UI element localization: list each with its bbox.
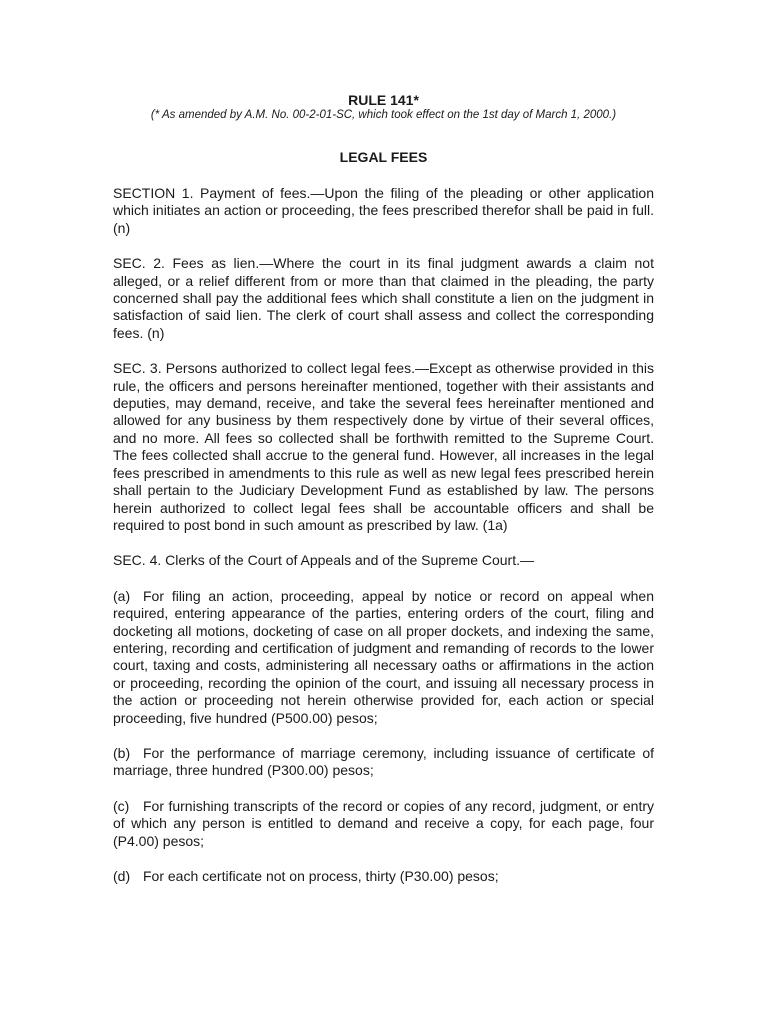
section-2-paragraph: SEC. 2. Fees as lien.—Where the court in its final judgment awards a claim not alleged, or a relief different from or more than that claimed in the pleading, the party concerned shall pay the additional fees which shall constitute a lien on the judgment in satisfaction of said lien. The clerk of court shall assess and collect the corresponding fees. (n) — [113, 255, 654, 341]
item-c-paragraph — [113, 798, 654, 850]
section-heading: LEGAL FEES — [339, 149, 428, 165]
section-4-paragraph: SEC. 4. Clerks of the Court of Appeals and of the Supreme Court.— — [113, 552, 534, 569]
item-d-text: For each certificate not on process, thirty (P30.00) pesos; — [143, 868, 499, 884]
item-d-paragraph — [113, 868, 654, 885]
item-a-text: For filing an action, proceeding, appeal by notice or record on appeal when required, entering appearance of the parties, entering orders of the court, filing and docketing all motions, docketing of case on all proper dockets, and indexing the same, entering, recording and certification of judgment and remanding of records to the lower court, taxing and costs, administering all necessary oaths or affirmations in the action or proceeding, recording the opinion of the court, and issuing all necessary process in the action or proceeding not herein otherwise provided for, each action or special proceeding, five hundred (P500.00) pesos; — [113, 587, 654, 726]
rule-title: RULE 141* — [348, 92, 419, 108]
item-c-text: For furnishing transcripts of the record or copies of any record, judgment, or entry of which any person is entitled to demand and receive a copy, for each page, four (P4.00) pesos; — [113, 797, 654, 849]
item-b-text: For the performance of marriage ceremony, including issuance of certificate of marriage, three hundred (P300.00) pesos; — [113, 744, 654, 779]
document-page — [113, 92, 654, 885]
item-d-letter: (d) — [113, 868, 131, 884]
section-1-paragraph: SECTION 1. Payment of fees.—Upon the filing of the pleading or other application which initiates an action or proceeding, the fees prescribed therefor shall be paid in full. (n) — [113, 185, 654, 236]
item-a-paragraph — [113, 588, 654, 727]
item-c-letter: (c) — [113, 797, 130, 814]
item-b-paragraph — [113, 745, 654, 780]
section-3-paragraph: SEC. 3. Persons authorized to collect legal fees.—Except as otherwise provided in this rule, the officers and persons hereinafter mentioned, together with their assistants and deputies, may demand, receive, and take the several fees hereinafter mentioned and allowed for any business by them respectively done by virtue of their several offices, and no more. All fees so collected shall be forthwith remitted to the Supreme Court. The fees collected shall accrue to the general fund. However, all increases in the legal fees prescribed in amendments to this rule as well as new legal fees prescribed herein shall pertain to the Judiciary Development Fund as established by law. The persons herein authorized to collect legal fees shall be accountable officers and shall be required to post bond in such amount as prescribed by law. (1a) — [113, 360, 654, 533]
item-a-letter: (a) — [113, 587, 131, 604]
amendment-note: (* As amended by A.M. No. 00-2-01-SC, which took effect on the 1st day of March 1, 2000.) — [150, 109, 617, 121]
item-b-letter: (b) — [113, 744, 131, 761]
